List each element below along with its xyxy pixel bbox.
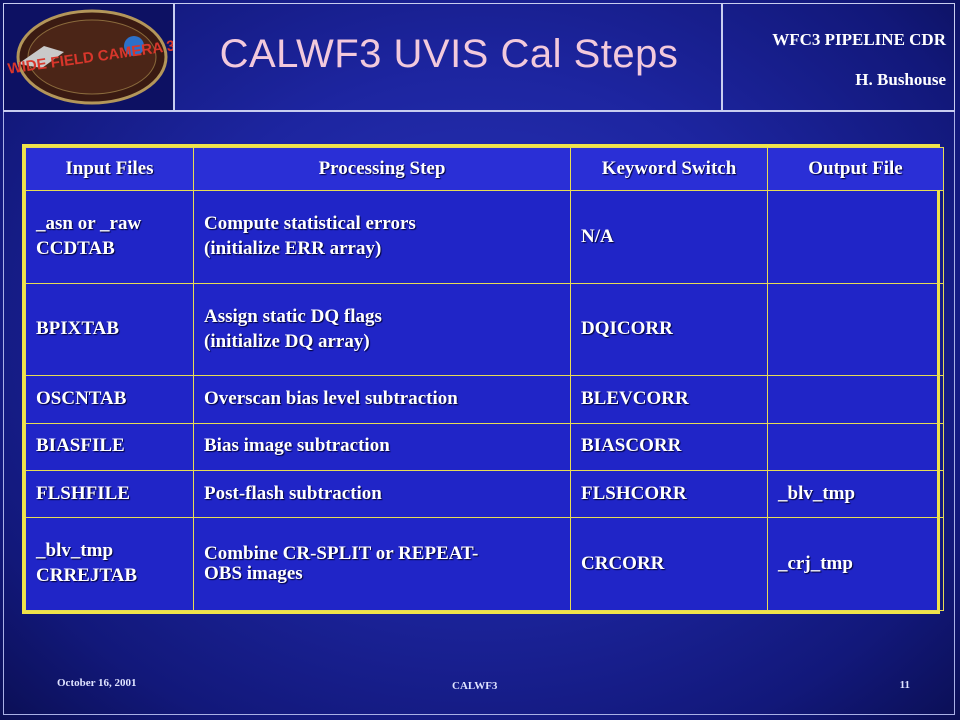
input-file: BIASFILE <box>36 435 125 457</box>
step-line: Overscan bias level subtraction <box>204 388 458 410</box>
step-line: (initialize ERR array) <box>204 237 382 259</box>
output-file-cell <box>768 283 944 376</box>
keyword-switch-cell: BIASCORR <box>571 423 768 470</box>
footer-title: CALWF3 <box>452 680 498 692</box>
input-file: FLSHFILE <box>36 482 130 504</box>
table-header-row <box>26 148 944 191</box>
page-number: 11 <box>899 679 910 691</box>
output-file-cell <box>768 191 944 284</box>
input-files-cell <box>26 470 194 517</box>
table-row <box>26 376 944 423</box>
header-author-label: H. Bushouse <box>855 70 946 89</box>
input-file: _asn or _raw <box>36 213 142 235</box>
keyword-switch-cell: CRCORR <box>571 518 768 611</box>
cal-steps-table <box>22 144 940 614</box>
step-line: Assign static DQ flags <box>204 305 382 327</box>
output-file-cell <box>768 423 944 470</box>
table-row <box>26 518 944 611</box>
input-files-cell <box>26 283 194 376</box>
step-line: Compute statistical errors <box>204 213 416 235</box>
processing-step-cell <box>194 518 571 611</box>
input-file: OSCNTAB <box>36 388 127 410</box>
input-file: CCDTAB <box>36 237 115 259</box>
processing-step-cell <box>194 423 571 470</box>
processing-step-cell <box>194 191 571 284</box>
page-title: CALWF3 UVIS Cal Steps <box>219 32 679 76</box>
step-line: Post-flash subtraction <box>204 482 382 504</box>
processing-step-cell <box>194 283 571 376</box>
input-files-cell <box>26 191 194 284</box>
step-line: OBS images <box>204 563 303 585</box>
output-file-cell <box>768 376 944 423</box>
keyword-switch-cell: FLSHCORR <box>571 470 768 517</box>
step-line: Bias image subtraction <box>204 435 390 457</box>
table-row <box>26 470 944 517</box>
processing-step-cell <box>194 376 571 423</box>
wfc3-logo <box>4 4 173 110</box>
header-keyword-switch: Keyword Switch <box>571 148 768 191</box>
processing-step-cell <box>194 470 571 517</box>
header-divider <box>3 111 955 112</box>
keyword-switch-cell: BLEVCORR <box>571 376 768 423</box>
header-processing-step: Processing Step <box>194 148 571 191</box>
header-output-file: Output File <box>768 148 944 191</box>
header-project-label: WFC3 PIPELINE CDR <box>772 30 946 49</box>
footer-date: October 16, 2001 <box>57 677 137 689</box>
header-input-files: Input Files <box>26 148 194 191</box>
logo-text: WIDE FIELD CAMERA 3 <box>6 37 173 78</box>
table-row <box>26 191 944 284</box>
header-info-box <box>722 3 955 111</box>
table-row <box>26 423 944 470</box>
logo-box <box>3 3 174 111</box>
output-file-cell: _crj_tmp <box>768 518 944 611</box>
step-line: (initialize DQ array) <box>204 330 370 352</box>
input-file: BPIXTAB <box>36 318 120 340</box>
output-file-cell: _blv_tmp <box>768 470 944 517</box>
step-line: Combine CR-SPLIT or REPEAT- <box>204 543 479 565</box>
input-files-cell <box>26 376 194 423</box>
table-row <box>26 283 944 376</box>
title-box <box>174 3 722 111</box>
input-files-cell <box>26 518 194 611</box>
input-file: _blv_tmp <box>36 540 114 562</box>
keyword-switch-cell: DQICORR <box>571 283 768 376</box>
input-files-cell <box>26 423 194 470</box>
keyword-switch-cell: N/A <box>571 191 768 284</box>
input-file: CRREJTAB <box>36 565 137 587</box>
